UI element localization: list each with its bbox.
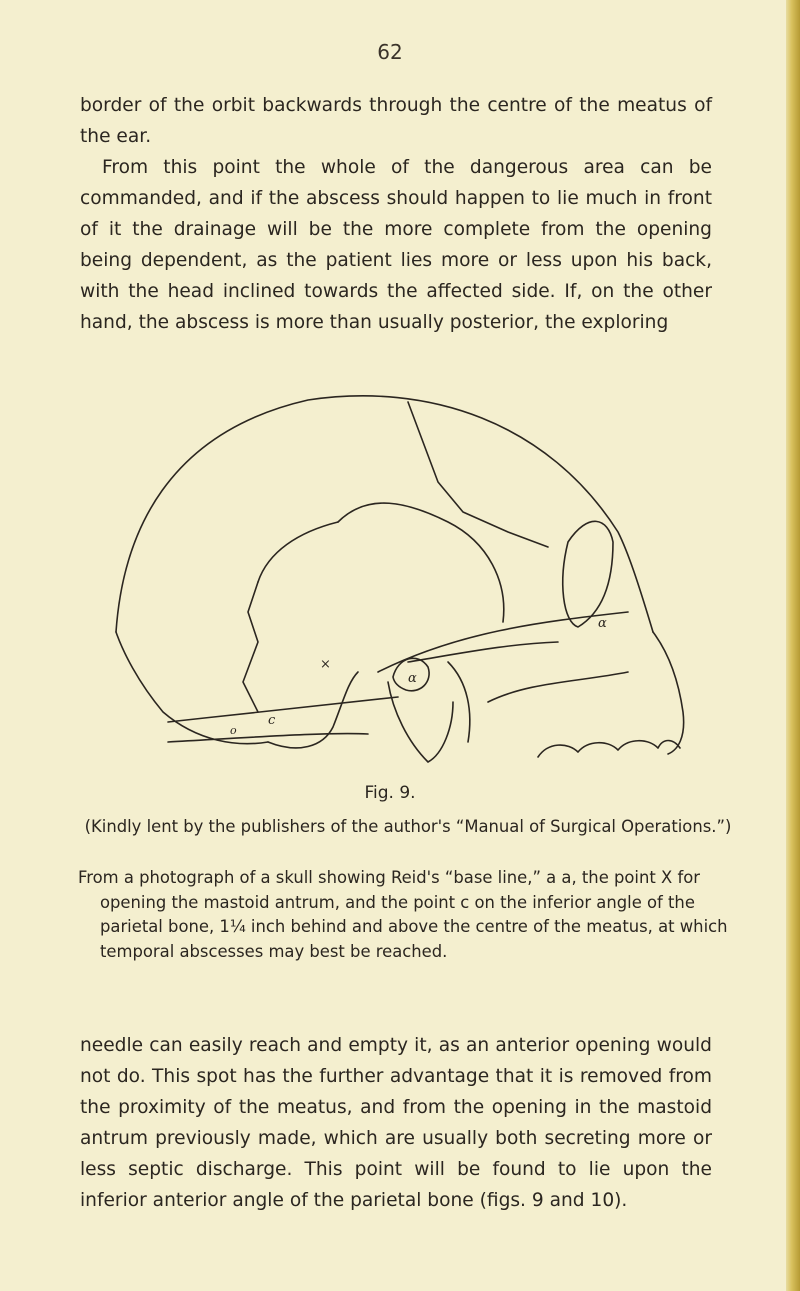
figure-label: Fig. 9.: [364, 783, 416, 803]
point-x-mark: ×: [320, 657, 331, 672]
skull-diagram: [108, 382, 688, 770]
base-line-mark-a2: α: [598, 616, 607, 631]
coronal-line: [338, 503, 504, 622]
orbit-outline: [563, 521, 613, 627]
paragraph-3: needle can easily reach and empty it, as an anterior opening would not do. This spot has the further advantage that it is removed from the proximity of the meatus, and from the opening in the mastoid antrum previously made, which are usually both secreting more or less septic discharge. This point will be found to lie upon the inferior anterior angle of the parietal bone (figs. 9 and 10).: [80, 1035, 712, 1211]
paragraph-2: From this point the whole of the dangerous area can be commanded, and if the abscess should happen to lie much in front of it the drainage will be the more complete from the opening being dependent, as the patient lies more or less upon his back, with the head inclined towards the affected side. If, on the other hand, the abscess is more than usually posterior, the exploring: [80, 157, 712, 333]
page-number: 62: [377, 40, 403, 64]
condyle: [448, 662, 470, 742]
base-line-mark-a1: α: [408, 671, 417, 686]
squamous-suture: [258, 522, 338, 582]
point-c-mark: c: [268, 713, 276, 728]
paragraph-1: border of the orbit backwards through the centre of the meatus of the ear.: [80, 95, 712, 147]
skull-outline: [116, 396, 653, 632]
figure-credit: (Kindly lent by the publishers of the author's “Manual of Surgical Operations.”): [84, 817, 732, 836]
lambdoid-suture: [243, 582, 258, 712]
face-outline: [653, 632, 684, 754]
mandible-ramus: [388, 682, 453, 762]
temporal-line: [408, 642, 558, 662]
figure-description: From a photograph of a skull showing Reid's “base line,” a a, the point X for opening the mastoid antrum, and the point c on the inferior angle of the parietal bone, 1¼ inch behind and above the centre of the meatus, at which temporal abscesses may best be reached.: [78, 868, 728, 961]
base-line-upper: [168, 697, 398, 722]
page-edge: [786, 0, 800, 1291]
zygoma-lower: [488, 672, 628, 702]
base-line-lower: [168, 734, 368, 742]
point-o-mark: o: [230, 724, 237, 737]
teeth-row: [538, 741, 680, 758]
frontal-suture: [408, 402, 548, 547]
